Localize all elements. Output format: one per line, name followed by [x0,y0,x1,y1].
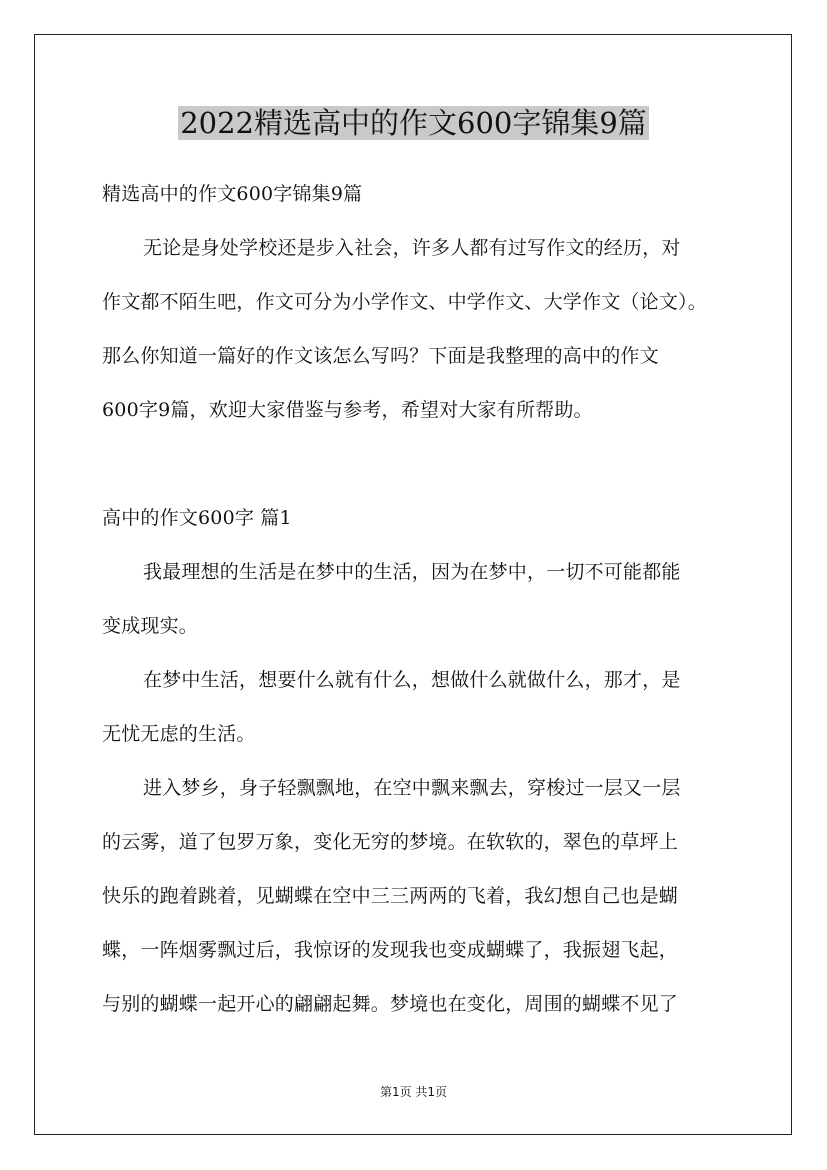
body-line: 进入梦乡，身子轻飘飘地，在空中飘来飘去，穿梭过一层又一层 [143,777,681,799]
body-line: 的云雾，道了包罗万象，变化无穷的梦境。在软软的，翠色的草坪上 [102,831,679,853]
intro-line: 作文都不陌生吧，作文可分为小学作文、中学作文、大学作文（论文）。 [102,291,707,313]
intro-line: 无论是身处学校还是步入社会，许多人都有过写作文的经历，对 [143,237,681,259]
body-line: 我最理想的生活是在梦中的生活，因为在梦中，一切不可能都能 [143,561,681,583]
document-title-text: 2022精选高中的作文600字锦集9篇 [180,106,647,140]
intro-line: 那么你知道一篇好的作文该怎么写吗？下面是我整理的高中的作文 [102,345,659,367]
document-subtitle: 精选高中的作文600字锦集9篇 [102,183,363,205]
body-line: 快乐的跑着跳着，见蝴蝶在空中三三两两的飞着，我幻想自己也是蝴 [102,885,679,907]
body-line: 蝶，一阵烟雾飘过后，我惊讶的发现我也变成蝴蝶了，我振翅飞起， [102,939,679,961]
page-number-footer: 第1页 共1页 [379,1085,448,1099]
document-title [0,101,827,145]
body-line: 变成现实。 [102,615,199,637]
body-line: 与别的蝴蝶一起开心的翩翩起舞。梦境也在变化，周围的蝴蝶不见了 [102,993,679,1015]
intro-line: 600字9篇，欢迎大家借鉴与参考，希望对大家有所帮助。 [102,399,593,421]
body-line: 无忧无虑的生活。 [102,723,256,745]
body-line: 在梦中生活，想要什么就有什么，想做什么就做什么，那才，是 [143,669,681,691]
section-heading: 高中的作文600字 篇1 [102,507,292,529]
